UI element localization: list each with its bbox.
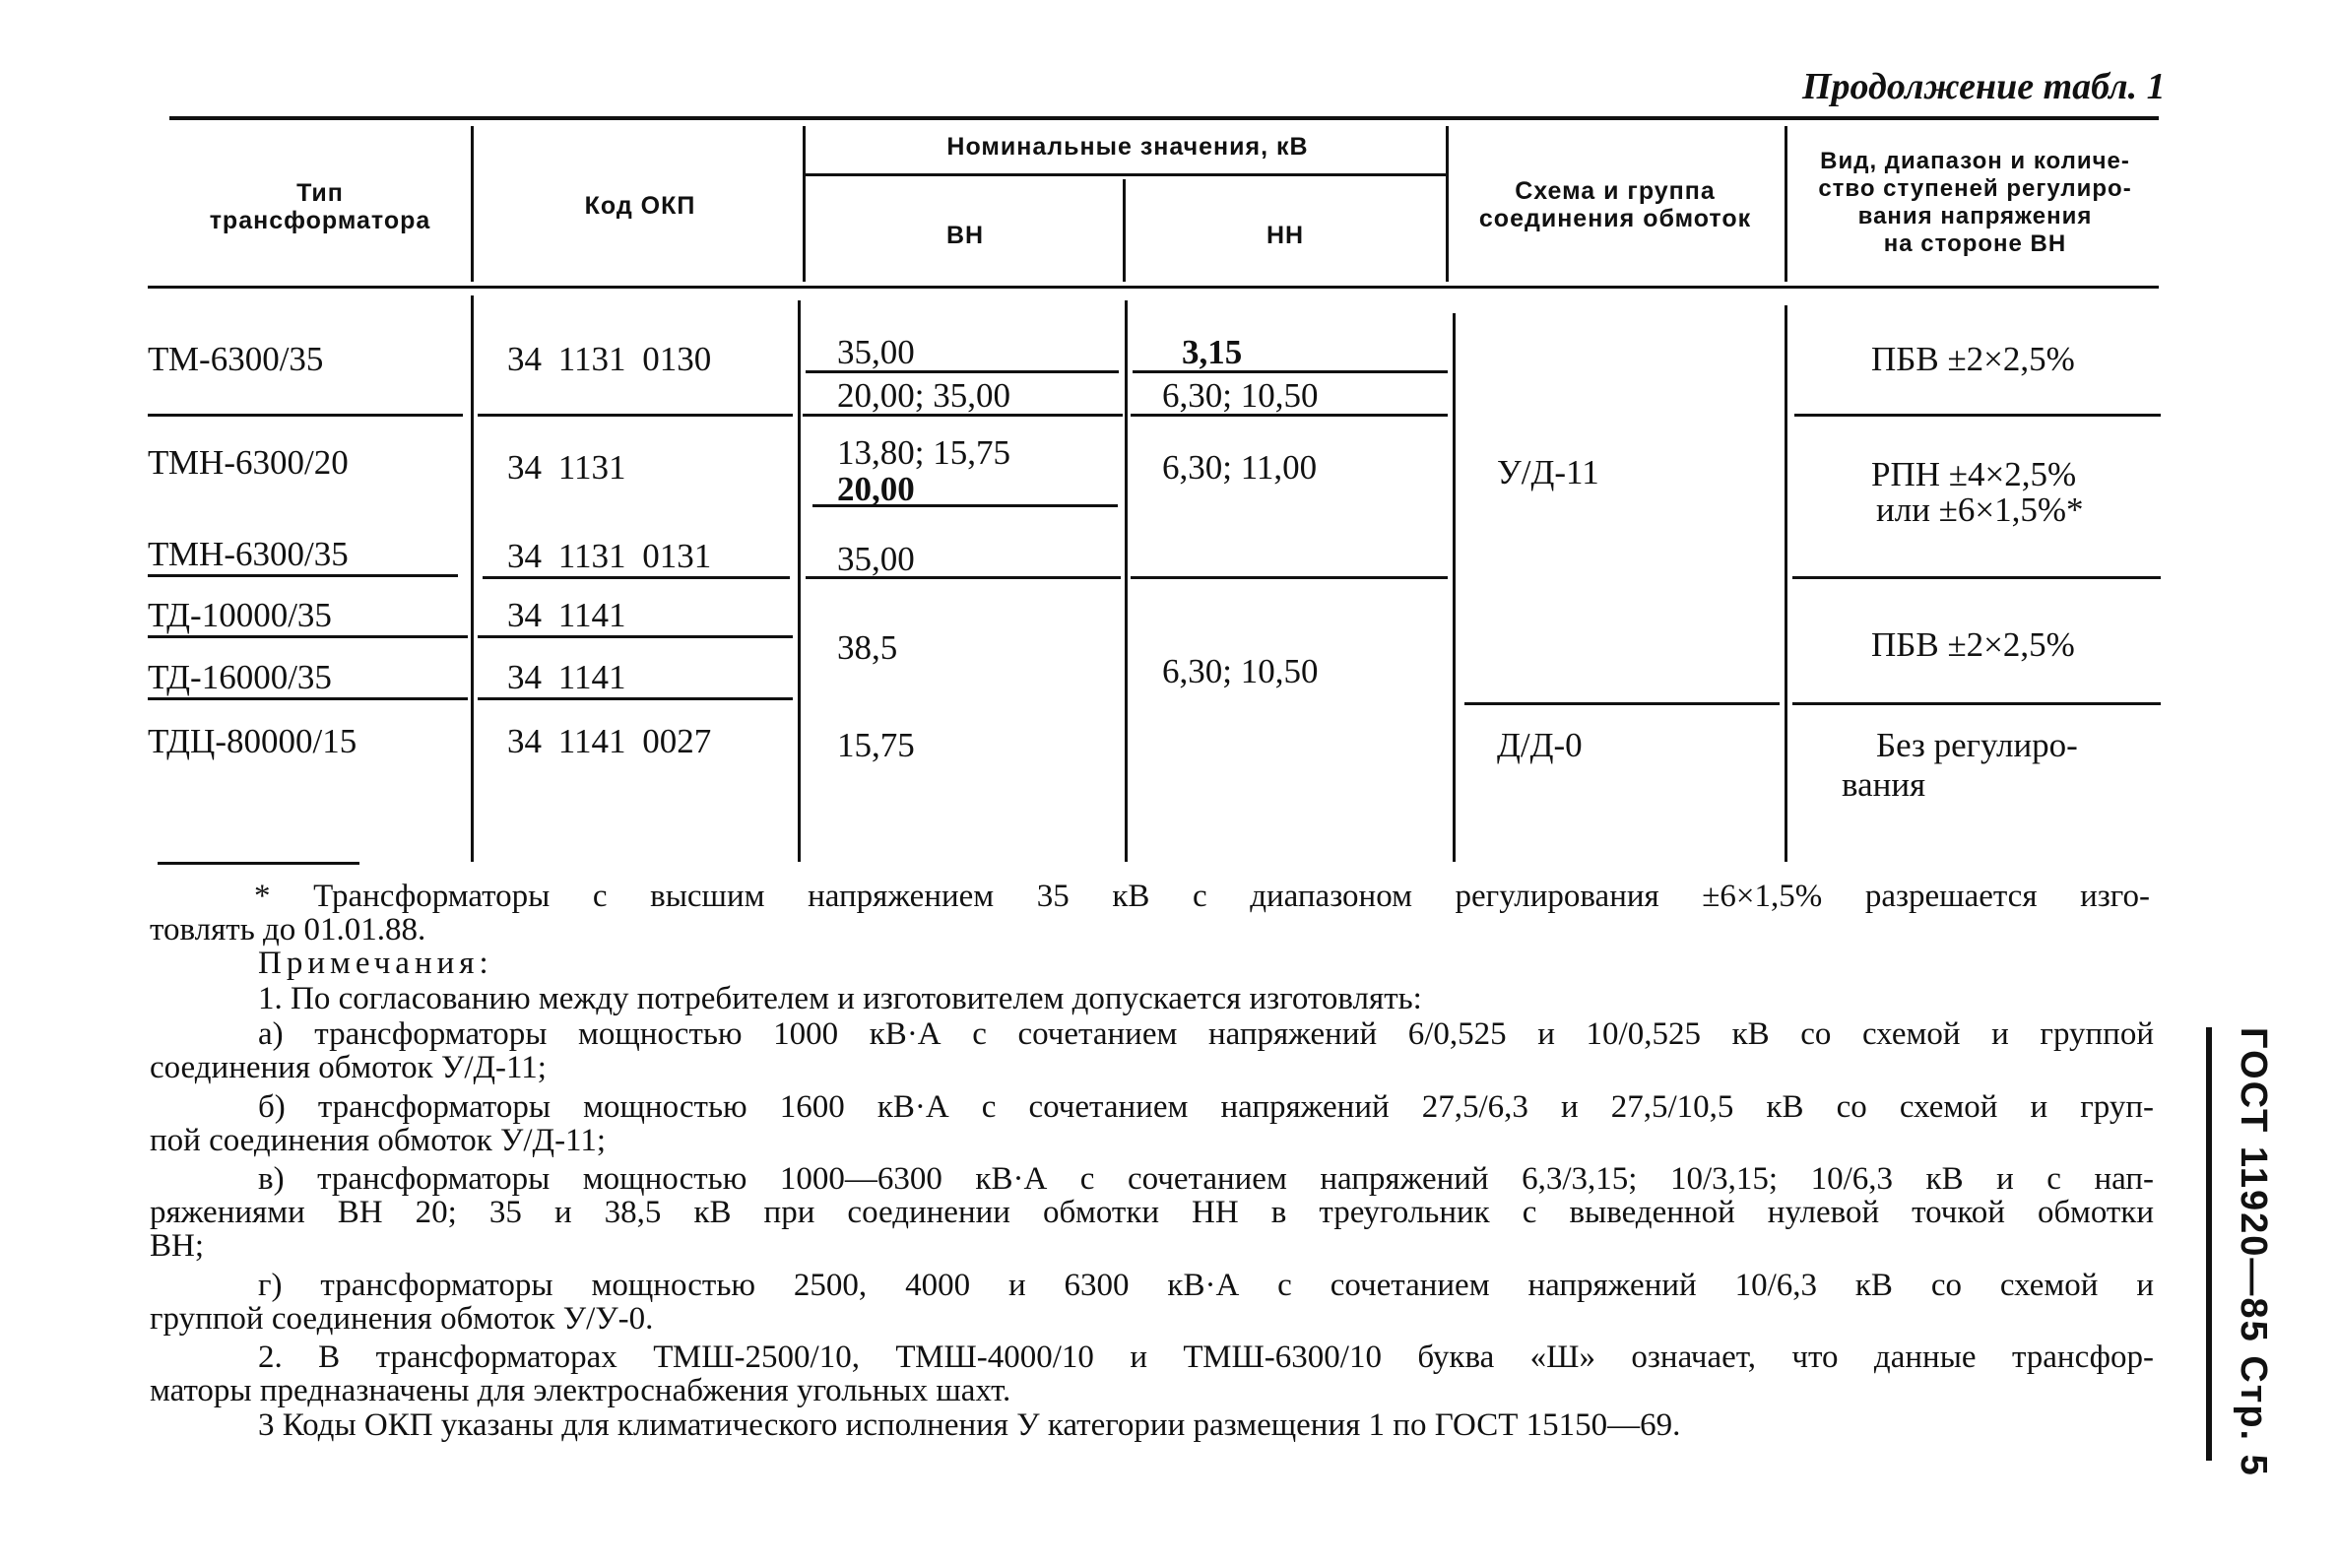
row-rule [478,635,793,638]
table-cell-regulation: РПН ±4×2,5% [1871,455,2077,493]
row-rule [148,574,458,577]
row-rule [1133,370,1448,373]
header-code: Код ОКП [584,192,696,220]
header-divider [471,126,474,282]
footnote-line: * Трансформаторы с высшим напряжением 35 кВ с диапазоном регулирования ±6×1,5% разрешается изго- [254,879,2150,914]
side-page-label: ГОСТ 11920—85 Стр. 5 [2233,1027,2274,1477]
table-cell-lv: 6,30; 10,50 [1162,376,1319,415]
table-cell-code: 34 1141 0027 [507,722,712,760]
table-cell-regulation: или ±6×1,5%* [1876,490,2084,529]
table-cell-scheme: У/Д-11 [1497,453,1599,491]
table-cell-hv: 35,00 [837,540,915,578]
table-cell-code: 34 1141 [507,596,626,634]
note-item: а) трансформаторы мощностью 1000 кВ·А с сочетанием напряжений 6/0,525 и 10/0,525 кВ со схемой и группой [258,1016,2154,1052]
table-cell-hv: 20,00 [837,470,915,508]
table-cell-hv: 13,80; 15,75 [837,433,1010,472]
continuation-caption: Продолжение табл. 1 [1802,66,2166,107]
body-divider [1453,313,1456,862]
header-divider [1785,126,1787,282]
header-divider [1446,126,1449,282]
table-cell-lv: 3,15 [1182,333,1243,371]
table-cell-regulation: ПБВ ±2×2,5% [1871,340,2075,378]
table-cell-lv: 6,30; 10,50 [1162,652,1319,690]
table-cell-type: ТД-16000/35 [148,658,332,696]
note-item: ряжениями ВН 20; 35 и 38,5 кВ при соединении обмотки НН в треугольник с выведенной нулевой точкой обмотки [150,1195,2154,1230]
row-rule [148,635,468,638]
header-type: Тип трансформатора [209,179,431,234]
table-cell-lv: 6,30; 11,00 [1162,448,1318,487]
header-divider [803,126,806,282]
header-scheme: Схема и группа соединения обмоток [1478,177,1752,232]
nominal-subheader-rule [803,173,1448,176]
row-rule [1464,702,1780,705]
row-rule [478,414,793,417]
row-rule [483,576,790,579]
note-item: пой соединения обмоток У/Д-11; [150,1123,606,1158]
note-item: ВН; [150,1228,205,1264]
note-item: соединения обмоток У/Д-11; [150,1050,547,1085]
table-header-rule [148,286,2159,289]
table-cell-hv: 20,00; 35,00 [837,376,1010,415]
row-rule [1794,414,2161,417]
header-nominal: Номинальные значения, кВ [946,133,1309,161]
note-item: в) трансформаторы мощностью 1000—6300 кВ·А с сочетанием напряжений 6,3/3,15; 10/3,15; 10/6,3 кВ и с нап- [258,1161,2154,1197]
footnote-line: товлять до 01.01.88. [150,912,426,947]
header-divider [1123,179,1126,282]
note-item: 2. В трансформаторах ТМШ-2500/10, ТМШ-4000/10 и ТМШ-6300/10 буква «Ш» означает, что данные трансфор- [258,1339,2154,1375]
table-cell-type: ТМ-6300/35 [148,340,324,378]
table-cell-code: 34 1131 0130 [507,340,712,378]
note-item: б) трансформаторы мощностью 1600 кВ·А с сочетанием напряжений 27,5/6,3 и 27,5/10,5 кВ со схемой и груп- [258,1089,2154,1125]
table-cell-type: ТМН-6300/35 [148,535,349,573]
table-cell-type: ТДЦ-80000/15 [148,722,357,760]
table-cell-hv: 38,5 [837,628,898,667]
table-top-rule [169,116,2159,120]
header-hv: ВН [945,222,985,249]
row-rule [148,697,468,700]
row-rule [1131,576,1448,579]
body-divider [798,300,801,862]
row-rule [478,697,793,700]
note-item: 3 Коды ОКП указаны для климатического исполнения У категории размещения 1 по ГОСТ 15150—69. [258,1407,1681,1443]
row-rule [148,414,463,417]
note-item: г) трансформаторы мощностью 2500, 4000 и 6300 кВ·А с сочетанием напряжений 10/6,3 кВ со схемой и [258,1268,2154,1303]
table-cell-type: ТМН-6300/20 [148,443,349,482]
note-item: группой соединения обмоток У/У-0. [150,1301,654,1337]
table-cell-code: 34 1141 [507,658,626,696]
notes-title: Примечания: [258,946,493,981]
table-cell-code: 34 1131 0131 [507,537,712,575]
body-divider [471,295,474,862]
row-rule [1792,576,2161,579]
table-cell-regulation: вания [1842,765,1926,804]
table-cell-code: 34 1131 [507,448,626,487]
table-cell-hv: 15,75 [837,726,915,764]
body-divider [1785,305,1787,862]
row-rule [1792,702,2161,705]
table-cell-regulation: Без регулиро- [1876,726,2078,764]
header-lv: НН [1266,222,1305,249]
table-cell-scheme: Д/Д-0 [1497,726,1583,764]
table-cell-type: ТД-10000/35 [148,596,332,634]
header-regulation: Вид, диапазон и количе- ство ступеней регулиро- вания напряжения на стороне ВН [1818,148,2132,257]
body-divider [1125,300,1128,862]
table-cell-hv: 35,00 [837,333,915,371]
footnote-rule [158,862,359,865]
note-item: маторы предназначены для электроснабжения угольных шахт. [150,1373,1011,1408]
table-cell-regulation: ПБВ ±2×2,5% [1871,625,2075,664]
note-item: 1. По согласованию между потребителем и изготовителем допускается изготовлять: [258,981,1422,1016]
